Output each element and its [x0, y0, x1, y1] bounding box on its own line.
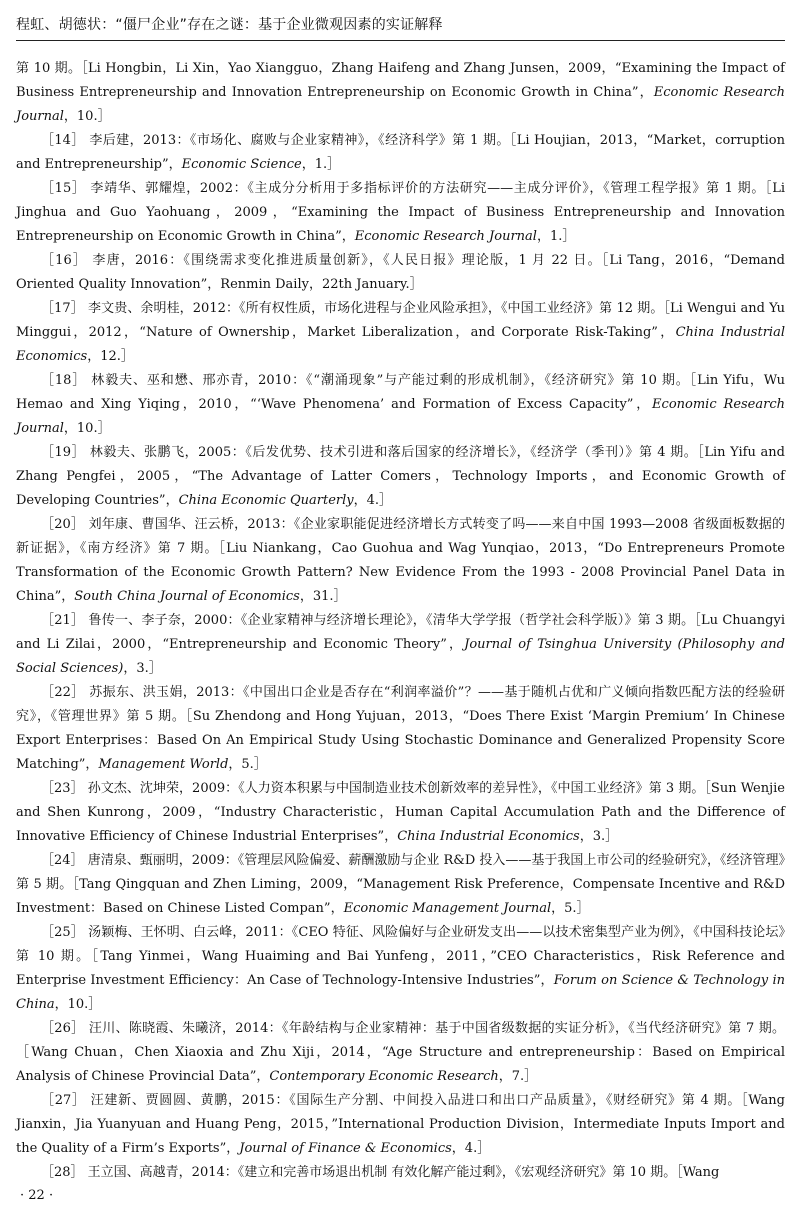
reference-text: ［19］ 林毅夫、张鹏飞，2005：《后发优势、技术引进和落后国家的经济增长》，《经济学（季刊）》第 4 期。［Lin Yifu and Zhang Pengfei，2005，“The Advantage of Latter Comers，Technology Imports，and Economic Growth of Developing Countries”， — [16, 445, 785, 508]
reference-text: ，7.］ — [498, 1069, 538, 1084]
journal-title: Management World — [98, 757, 229, 772]
reference-text: ，3.］ — [579, 829, 619, 844]
reference-17 — [16, 297, 785, 369]
reference-text: ［21］ 鲁传一、李子奈，2000：《企业家精神与经济增长理论》，《清华大学学报（哲学社会科学版）》第 3 期。［Lu Chuangyi and Li Zilai，2000，“Entrepreneurship and Economic Theory”， — [16, 613, 785, 652]
reference-20 — [16, 513, 785, 609]
reference-text: ［15］ 李靖华、郭耀煌，2002：《主成分分析用于多指标评价的方法研究——主成分评价》，《管理工程学报》第 1 期。［Li Jinghua and Guo Yaohuang，2009，“Examining the Impact of Business Entrepreneurship and Innovation Entrepreneurship on Economic Growth in China”， — [16, 181, 785, 244]
reference-18 — [16, 369, 785, 441]
reference-text: ，5.］ — [228, 757, 267, 772]
journal-title: Economic Research Journal — [16, 85, 785, 124]
reference-text: ，10.］ — [54, 997, 102, 1012]
reference-text: ［16］ 李唐，2016：《围绕需求变化推进质量创新》，《人民日报》理论版，1 月 22 日。［Li Tang，2016，“Demand Oriented Quality Innovation”，Renmin Daily，22th January.］ — [16, 253, 785, 292]
reference-list — [16, 57, 785, 1185]
reference-text: ，31.］ — [299, 589, 347, 604]
journal-title: Economic Management Journal — [343, 901, 552, 916]
reference-26 — [16, 1017, 785, 1089]
journal-title: Journal of Tsinghua University (Philosophy and Social Sciences) — [16, 637, 786, 676]
reference-continuation — [16, 57, 785, 129]
reference-text: ，4.］ — [353, 493, 393, 508]
reference-21 — [16, 609, 785, 681]
journal-title: Forum on Science & Technology in China — [16, 973, 785, 1012]
page-number: · 22 · — [20, 1188, 54, 1203]
reference-text: ［27］ 汪建新、贾圆圆、黄鹏，2015：《国际生产分割、中间投入品进口和出口产品质量》，《财经研究》第 4 期。［Wang Jianxin，Jia Yuanyuan and Huang Peng，2015，”International Production Division，Intermediate Inputs Import and the Quality of a Firm’s Exports”， — [16, 1093, 785, 1156]
reference-19 — [16, 441, 785, 513]
journal-title: China Industrial Economics — [16, 325, 785, 364]
reference-text: ，10.］ — [63, 109, 111, 124]
reference-27 — [16, 1089, 785, 1161]
journal-title: South China Journal of Economics — [74, 589, 300, 604]
reference-text: ［23］ 孙文杰、沈坤荣，2009：《人力资本积累与中国制造业技术创新效率的差异性》，《中国工业经济》第 3 期。［Sun Wenjie and Shen Kunrong，2009，“Industry Characteristic，Human Capital Accumulation Path and the Difference of Innovative Efficiency of Chinese Industrial Enterprises”， — [16, 781, 785, 844]
reference-text: ［17］ 李文贵、余明桂，2012：《所有权性质，市场化进程与企业风险承担》，《中国工业经济》第 12 期。［Li Wengui and Yu Minggui，2012，“Nature of Ownership，Market Liberalization，and Corporate Risk-Taking”， — [16, 301, 785, 340]
reference-text: ［28］ 王立国、高越青，2014：《建立和完善市场退出机制 有效化解产能过剩》，《宏观经济研究》第 10 期。［Wang — [41, 1165, 720, 1180]
reference-text: ［26］ 汪川、陈晓霞、朱曦济，2014：《年龄结构与企业家精神：基于中国省级数据的实证分析》，《当代经济研究》第 7 期。［Wang Chuan，Chen Xiaoxia and Zhu Xiji，2014，“Age Structure and entrepreneurship：Based on Empirical Analysis of Chinese Provincial Data”， — [16, 1021, 785, 1084]
reference-text: ，1.］ — [301, 157, 341, 172]
reference-text: ，3.］ — [123, 661, 162, 676]
reference-text: ［14］ 李后建，2013：《市场化、腐败与企业家精神》，《经济科学》第 1 期。［Li Houjian，2013，“Market，corruption and Entrepreneurship”， — [16, 133, 785, 172]
journal-title: China Industrial Economics — [397, 829, 580, 844]
reference-text: ［24］ 唐清泉、甄丽明，2009：《管理层风险偏爱、薪酬激励与企业 R&D 投入——基于我国上市公司的经验研究》，《经济管理》第 5 期。［Tang Qingquan and Zhen Liming，2009，“Management Risk Preference，Compensate Incentive and R&D Investment：Based on Chinese Listed Compan”， — [16, 853, 785, 916]
reference-text: ［22］ 苏振东、洪玉娟，2013：《中国出口企业是否存在“利润率溢价”？——基于随机占优和广义倾向指数匹配方法的经验研究》，《管理世界》第 5 期。［Su Zhendong and Hong Yujuan，2013，“Does There Exist ‘Margin Premium’ In Chinese Export Enterprises：Based On An Empirical Study Using Stochastic Dominance and Generalized Propensity Score Matching”， — [16, 685, 785, 772]
reference-16 — [16, 249, 785, 297]
reference-28 — [16, 1161, 785, 1185]
reference-text: ［18］ 林毅夫、巫和懋、邢亦青，2010：《“潮涌现象”与产能过剩的形成机制》，《经济研究》第 10 期。［Lin Yifu，Wu Hemao and Xing Yiqing，2010，“‘Wave Phenomena’ and Formation of Excess Capacity”， — [16, 373, 785, 412]
journal-title: Economic Science — [181, 157, 302, 172]
reference-text: ，12.］ — [87, 349, 134, 364]
reference-text: ，1.］ — [536, 229, 576, 244]
reference-text: ［25］ 汤颖梅、王怀明、白云峰，2011：《CEO 特征、风险偏好与企业研发支出——以技术密集型产业为例》，《中国科技论坛》第 10 期。［Tang Yinmei，Wang Huaiming and Bai Yunfeng，2011，”CEO Characteristics，Risk Reference and Enterprise Investment Efficiency：An Case of Technology-Intensive Industries”， — [16, 925, 785, 988]
reference-text: ［20］ 刘年康、曹国华、汪云桥，2013：《企业家职能促进经济增长方式转变了吗——来自中国 1993—2008 省级面板数据的新证据》，《南方经济》第 7 期。［Liu Niankang，Cao Guohua and Wag Yunqiao，2013，“Do Entrepreneurs Promote Transformation of the Economic Growth Pattern? New Evidence From the 1993 - 2008 Provincial Panel Data in China”， — [16, 517, 785, 604]
reference-text: ，5.］ — [551, 901, 590, 916]
reference-text: ，4.］ — [451, 1141, 491, 1156]
reference-15 — [16, 177, 785, 249]
reference-14 — [16, 129, 785, 177]
reference-24 — [16, 849, 785, 921]
reference-25 — [16, 921, 785, 1017]
reference-text: 第 10 期。［Li Hongbin，Li Xin，Yao Xiangguo，Zhang Haifeng and Zhang Junsen，2009，“Examining the Impact of Business Entrepreneurship and Innovation Entrepreneurship on Economic Growth in China”， — [16, 61, 785, 100]
journal-title: Contemporary Economic Research — [269, 1069, 499, 1084]
journal-title: Economic Research Journal — [354, 229, 537, 244]
journal-title: Journal of Finance & Economics — [239, 1141, 452, 1156]
journal-title: Economic Research Journal — [16, 397, 785, 436]
running-header: 程虹、胡德状：“僵尸企业”存在之谜：基于企业微观因素的实证解释 — [16, 14, 785, 41]
reference-22 — [16, 681, 785, 777]
reference-text: ，10.］ — [63, 421, 111, 436]
reference-23 — [16, 777, 785, 849]
journal-title: China Economic Quarterly — [178, 493, 354, 508]
